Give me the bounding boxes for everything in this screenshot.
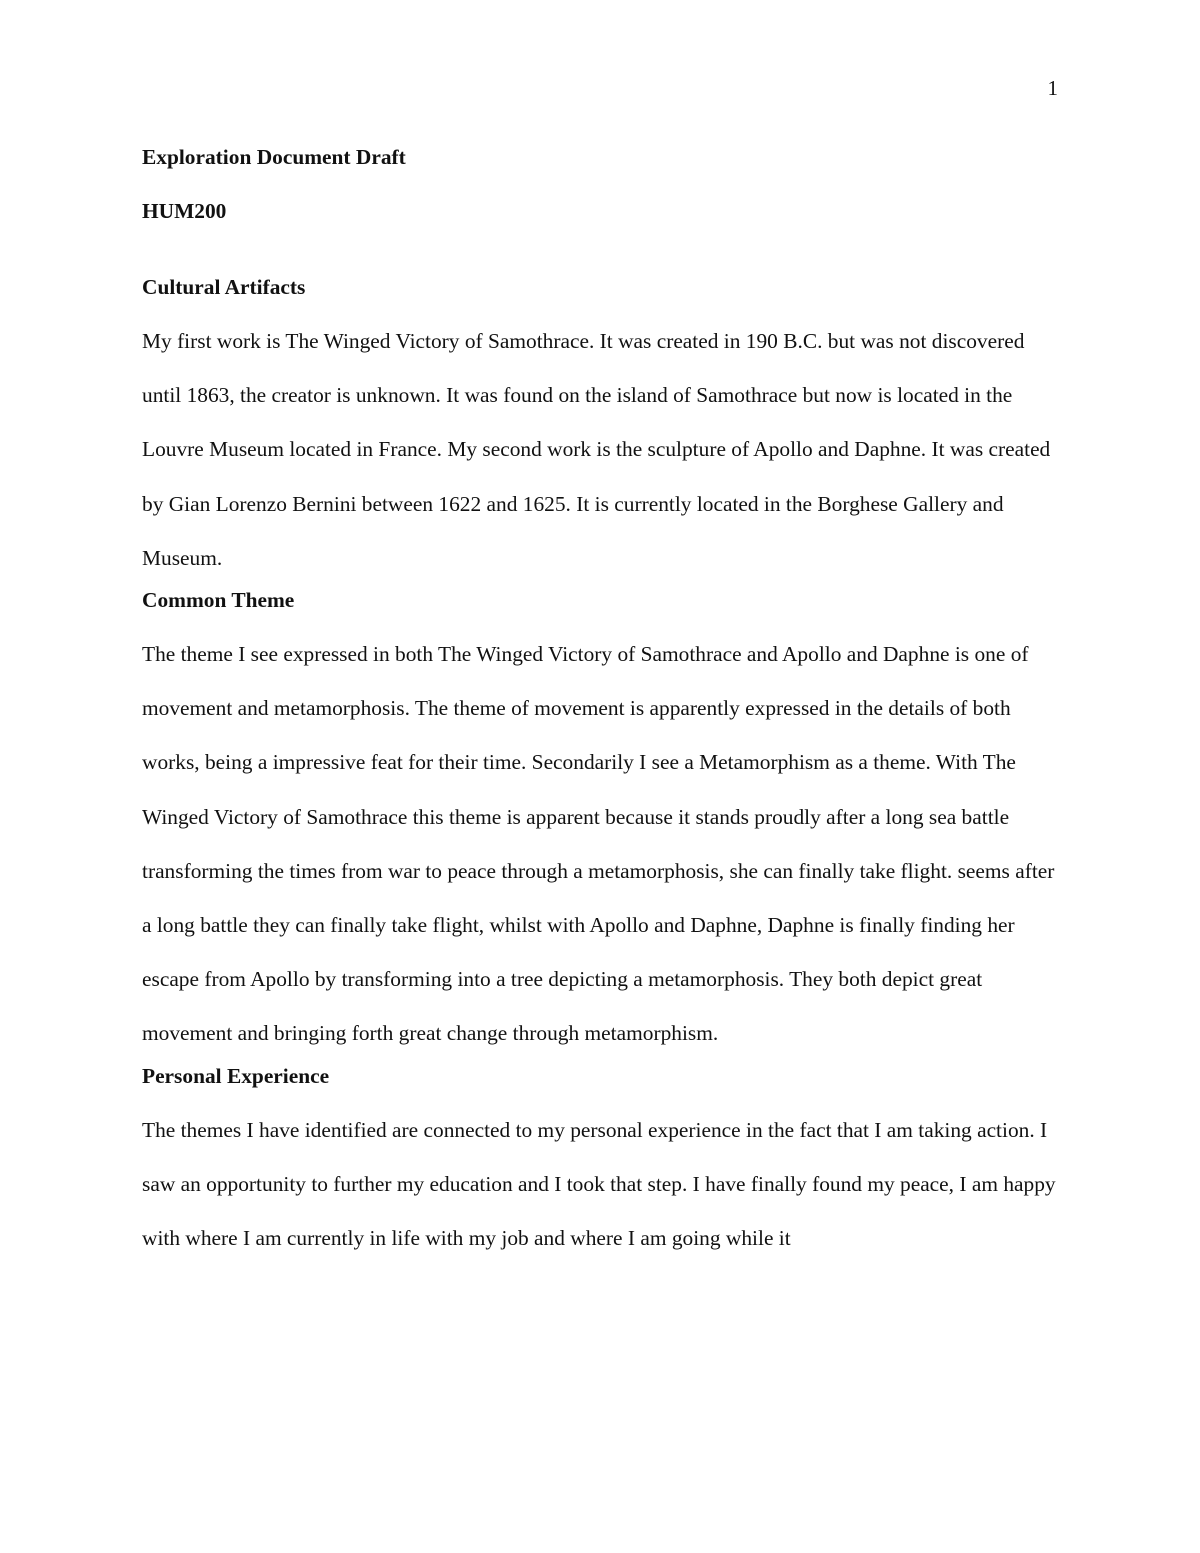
document-title: Exploration Document Draft: [142, 145, 406, 169]
page-number: 1: [1047, 76, 1058, 100]
section-paragraph: The theme I see expressed in both The Winged Victory of Samothrace and Apollo and Daphne is one of movement and metamorphosis. The theme of movement is apparently expressed in the details of both works, being a impressive feat for their time. Secondarily I see a Metamorphism as a theme. With The Winged Victory of Samothrace this theme is apparent because it stands proudly after a long sea battle transforming the times from war to peace through a metamorphosis, she can finally take flight. seems after a long battle they can finally take flight, whilst with Apollo and Daphne, Daphne is finally finding her escape from Apollo by transforming into a tree depicting a metamorphosis. They both depict great movement and bringing forth great change through metamorphism.: [142, 642, 1055, 1046]
section-paragraph: My first work is The Winged Victory of Samothrace. It was created in 190 B.C. but was not discovered until 1863, the creator is unknown. It was found on the island of Samothrace but now is located in the Louvre Museum located in France. My second work is the sculpture of Apollo and Daphne. It was created by Gian Lorenzo Bernini between 1622 and 1625. It is currently located in the Borghese Gallery and Museum.: [142, 329, 1051, 570]
section-heading: Personal Experience: [142, 1063, 330, 1088]
section-common-theme: [142, 583, 1067, 1061]
document-content: [142, 140, 1067, 1263]
section-paragraph: The themes I have identified are connected to my personal experience in the fact that I am taking action. I saw an opportunity to further my education and I took that step. I have finally found my peace, I am happy with where I am currently in life with my job and where I am going while it: [142, 1117, 1056, 1251]
section-heading: Cultural Artifacts: [142, 275, 306, 299]
section-cultural-artifacts: [142, 270, 1067, 585]
section-heading: Common Theme: [142, 588, 295, 613]
section-personal-experience: [142, 1059, 1067, 1266]
course-code: HUM200: [142, 199, 227, 223]
